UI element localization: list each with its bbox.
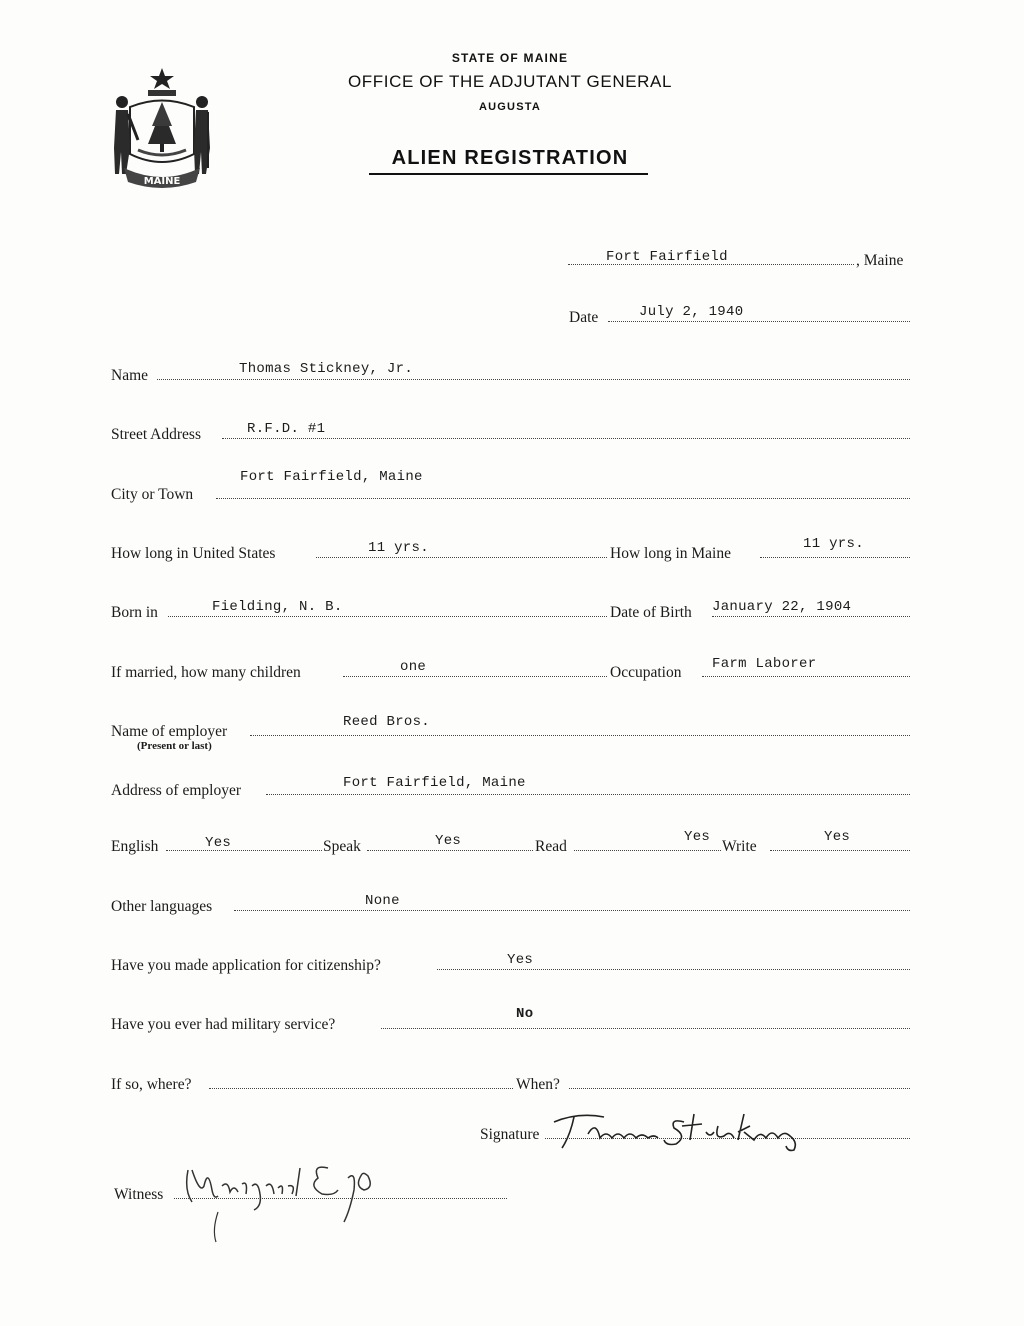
- employer-field-line: [250, 735, 910, 736]
- form-title: ALIEN REGISTRATION: [391, 147, 629, 169]
- citizenship-label: Have you made application for citizenship?: [111, 957, 381, 974]
- born-value: Fielding, N. B.: [212, 599, 343, 615]
- english-label: English: [111, 838, 159, 855]
- witness-label: Witness: [114, 1186, 164, 1203]
- date-value: July 2, 1940: [639, 304, 744, 320]
- office-heading: OFFICE OF THE ADJUTANT GENERAL: [347, 72, 673, 91]
- maine-duration-label: How long in Maine: [610, 545, 731, 562]
- maine-duration-field-line: [760, 557, 910, 558]
- where-label: If so, where?: [111, 1076, 192, 1093]
- children-label: If married, how many children: [111, 664, 301, 681]
- witness-signature: [178, 1150, 398, 1250]
- street-field-line: [222, 438, 910, 439]
- dob-field-line: [712, 616, 910, 617]
- where-field-line: [209, 1088, 513, 1089]
- occupation-label: Occupation: [610, 664, 682, 681]
- when-label: When?: [516, 1076, 560, 1093]
- children-field-line: [343, 676, 607, 677]
- street-label: Street Address: [111, 426, 201, 443]
- military-label: Have you ever had military service?: [111, 1016, 336, 1033]
- name-field-line: [157, 379, 910, 380]
- when-field-line: [569, 1088, 910, 1089]
- read-value: Yes: [684, 829, 711, 845]
- seal-banner-text: MAINE: [143, 176, 181, 187]
- speak-field-line: [367, 850, 533, 851]
- military-value: No: [516, 1006, 534, 1022]
- write-label: Write: [722, 838, 757, 855]
- location-value: Fort Fairfield: [606, 249, 728, 265]
- city-field-line: [216, 498, 910, 499]
- name-label: Name: [111, 367, 149, 384]
- name-value: Thomas Stickney, Jr.: [239, 361, 414, 377]
- other-languages-label: Other languages: [111, 898, 213, 915]
- other-languages-field-line: [234, 910, 910, 911]
- employer-label: Name of employer: [111, 723, 228, 740]
- citizenship-value: Yes: [507, 952, 534, 968]
- maine-state-seal-icon: [108, 62, 216, 192]
- read-field-line: [574, 850, 721, 851]
- dob-value: January 22, 1904: [712, 599, 852, 615]
- born-field-line: [168, 616, 607, 617]
- state-heading: STATE OF MAINE: [451, 51, 569, 65]
- children-value: one: [400, 659, 427, 675]
- city-value: Fort Fairfield, Maine: [240, 469, 423, 485]
- employer-address-value: Fort Fairfield, Maine: [343, 775, 526, 791]
- us-duration-value: 11 yrs.: [368, 540, 429, 556]
- occupation-value: Farm Laborer: [712, 656, 817, 672]
- date-label: Date: [569, 309, 599, 326]
- speak-label: Speak: [323, 838, 361, 855]
- employer-value: Reed Bros.: [343, 714, 431, 730]
- write-value: Yes: [824, 829, 851, 845]
- read-label: Read: [535, 838, 567, 855]
- military-field-line: [381, 1028, 910, 1029]
- street-value: R.F.D. #1: [247, 421, 326, 437]
- city-heading: AUGUSTA: [479, 101, 541, 113]
- us-duration-label: How long in United States: [111, 545, 276, 562]
- write-field-line: [770, 850, 910, 851]
- applicant-signature: [548, 1108, 838, 1154]
- employer-address-label: Address of employer: [111, 782, 241, 799]
- employer-sublabel: (Present or last): [137, 740, 212, 752]
- occupation-field-line: [702, 676, 910, 677]
- other-languages-value: None: [365, 893, 400, 909]
- english-value: Yes: [205, 835, 232, 851]
- us-duration-field-line: [316, 557, 607, 558]
- maine-duration-value: 11 yrs.: [803, 536, 864, 552]
- born-label: Born in: [111, 604, 158, 621]
- english-field-line: [166, 850, 322, 851]
- location-suffix: , Maine: [856, 252, 904, 269]
- date-field-line: [608, 321, 910, 322]
- employer-address-field-line: [266, 794, 910, 795]
- title-underline: [369, 173, 648, 175]
- dob-label: Date of Birth: [610, 604, 692, 621]
- citizenship-field-line: [437, 969, 910, 970]
- signature-label: Signature: [480, 1126, 540, 1143]
- speak-value: Yes: [435, 833, 462, 849]
- city-label: City or Town: [111, 486, 194, 503]
